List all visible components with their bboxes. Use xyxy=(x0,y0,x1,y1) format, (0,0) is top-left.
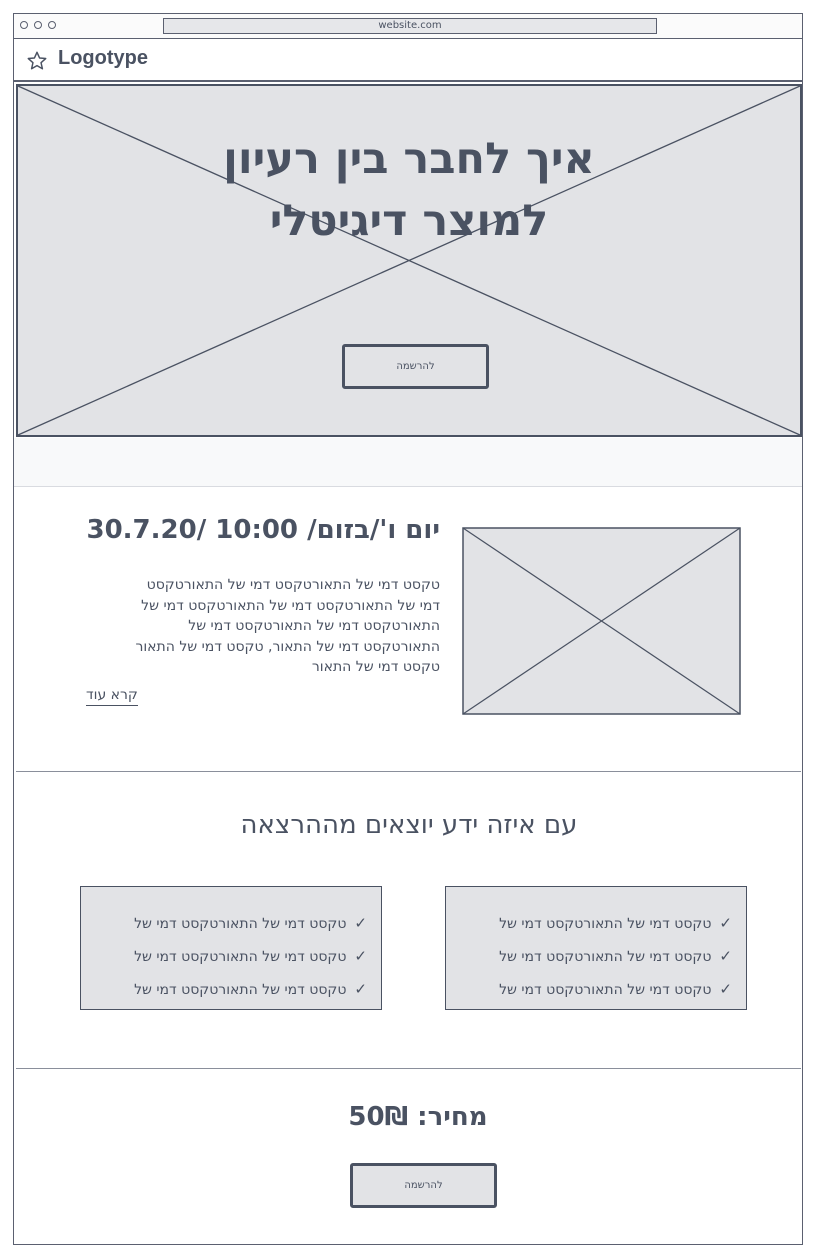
learn-item xyxy=(499,940,732,973)
hero-title-line-1: איך לחבר בין רעיון xyxy=(223,134,595,184)
section-divider xyxy=(16,771,801,772)
learn-item xyxy=(134,907,367,940)
browser-titlebar xyxy=(14,14,802,39)
learn-item xyxy=(499,973,732,1006)
hero-title-line-2: למוצר דיגיטלי xyxy=(269,196,549,246)
learn-card-right xyxy=(445,886,747,1010)
event-description xyxy=(70,575,440,678)
learn-item-text: טקסט דמי של התאורטקסט דמי של xyxy=(134,982,347,998)
star-outline-icon xyxy=(26,50,48,72)
learn-item-text: טקסט דמי של התאורטקסט דמי של xyxy=(134,949,347,965)
site-header xyxy=(14,39,802,82)
checkmark-icon: ✓ xyxy=(719,947,732,965)
logo-text[interactable]: Logotype xyxy=(58,47,148,69)
hero-title xyxy=(16,128,802,252)
price-register-button[interactable]: להרשמה xyxy=(350,1163,497,1208)
learn-item-text: טקסט דמי של התאורטקסט דמי של xyxy=(134,916,347,932)
hero-register-button[interactable]: להרשמה xyxy=(342,344,489,389)
event-description-line: טקסט דמי של התאורטקסט דמי של התאורטקסט xyxy=(146,577,440,593)
checkmark-icon: ✓ xyxy=(354,914,367,932)
learn-item-text: טקסט דמי של התאורטקסט דמי של xyxy=(499,949,712,965)
checkmark-icon: ✓ xyxy=(354,980,367,998)
learn-section-title: עם איזה ידע יוצאים מההרצאה xyxy=(240,810,578,840)
window-maximize-icon[interactable] xyxy=(48,21,56,29)
price-label: מחיר: 50₪ xyxy=(348,1102,488,1132)
event-image-placeholder xyxy=(462,527,741,715)
section-divider xyxy=(16,1068,801,1069)
learn-card-left xyxy=(80,886,382,1010)
hero-section xyxy=(16,84,802,437)
learn-item xyxy=(134,973,367,1006)
hero-spacer xyxy=(14,438,802,487)
address-bar[interactable]: website.com xyxy=(163,18,657,34)
event-description-line: טקסט דמי של התאור xyxy=(311,659,440,675)
window-minimize-icon[interactable] xyxy=(34,21,42,29)
event-title: יום ו'/בזום/ 10:00 /30.7.20 xyxy=(86,515,440,545)
learn-item xyxy=(499,907,732,940)
learn-item-text: טקסט דמי של התאורטקסט דמי של xyxy=(499,916,712,932)
read-more-link[interactable]: קרא עוד xyxy=(86,687,138,706)
window-close-icon[interactable] xyxy=(20,21,28,29)
checkmark-icon: ✓ xyxy=(354,947,367,965)
event-description-line: התאורטקסט דמי של התאור, טקסט דמי של התאור xyxy=(135,638,440,655)
event-description-line: התאורטקסט דמי של התאורטקסט דמי של xyxy=(188,618,440,634)
learn-item-text: טקסט דמי של התאורטקסט דמי של xyxy=(499,982,712,998)
learn-item xyxy=(134,940,367,973)
event-description-line: דמי של התאורטקסט דמי של התאורטקסט דמי של xyxy=(141,597,440,614)
checkmark-icon: ✓ xyxy=(719,914,732,932)
checkmark-icon: ✓ xyxy=(719,980,732,998)
